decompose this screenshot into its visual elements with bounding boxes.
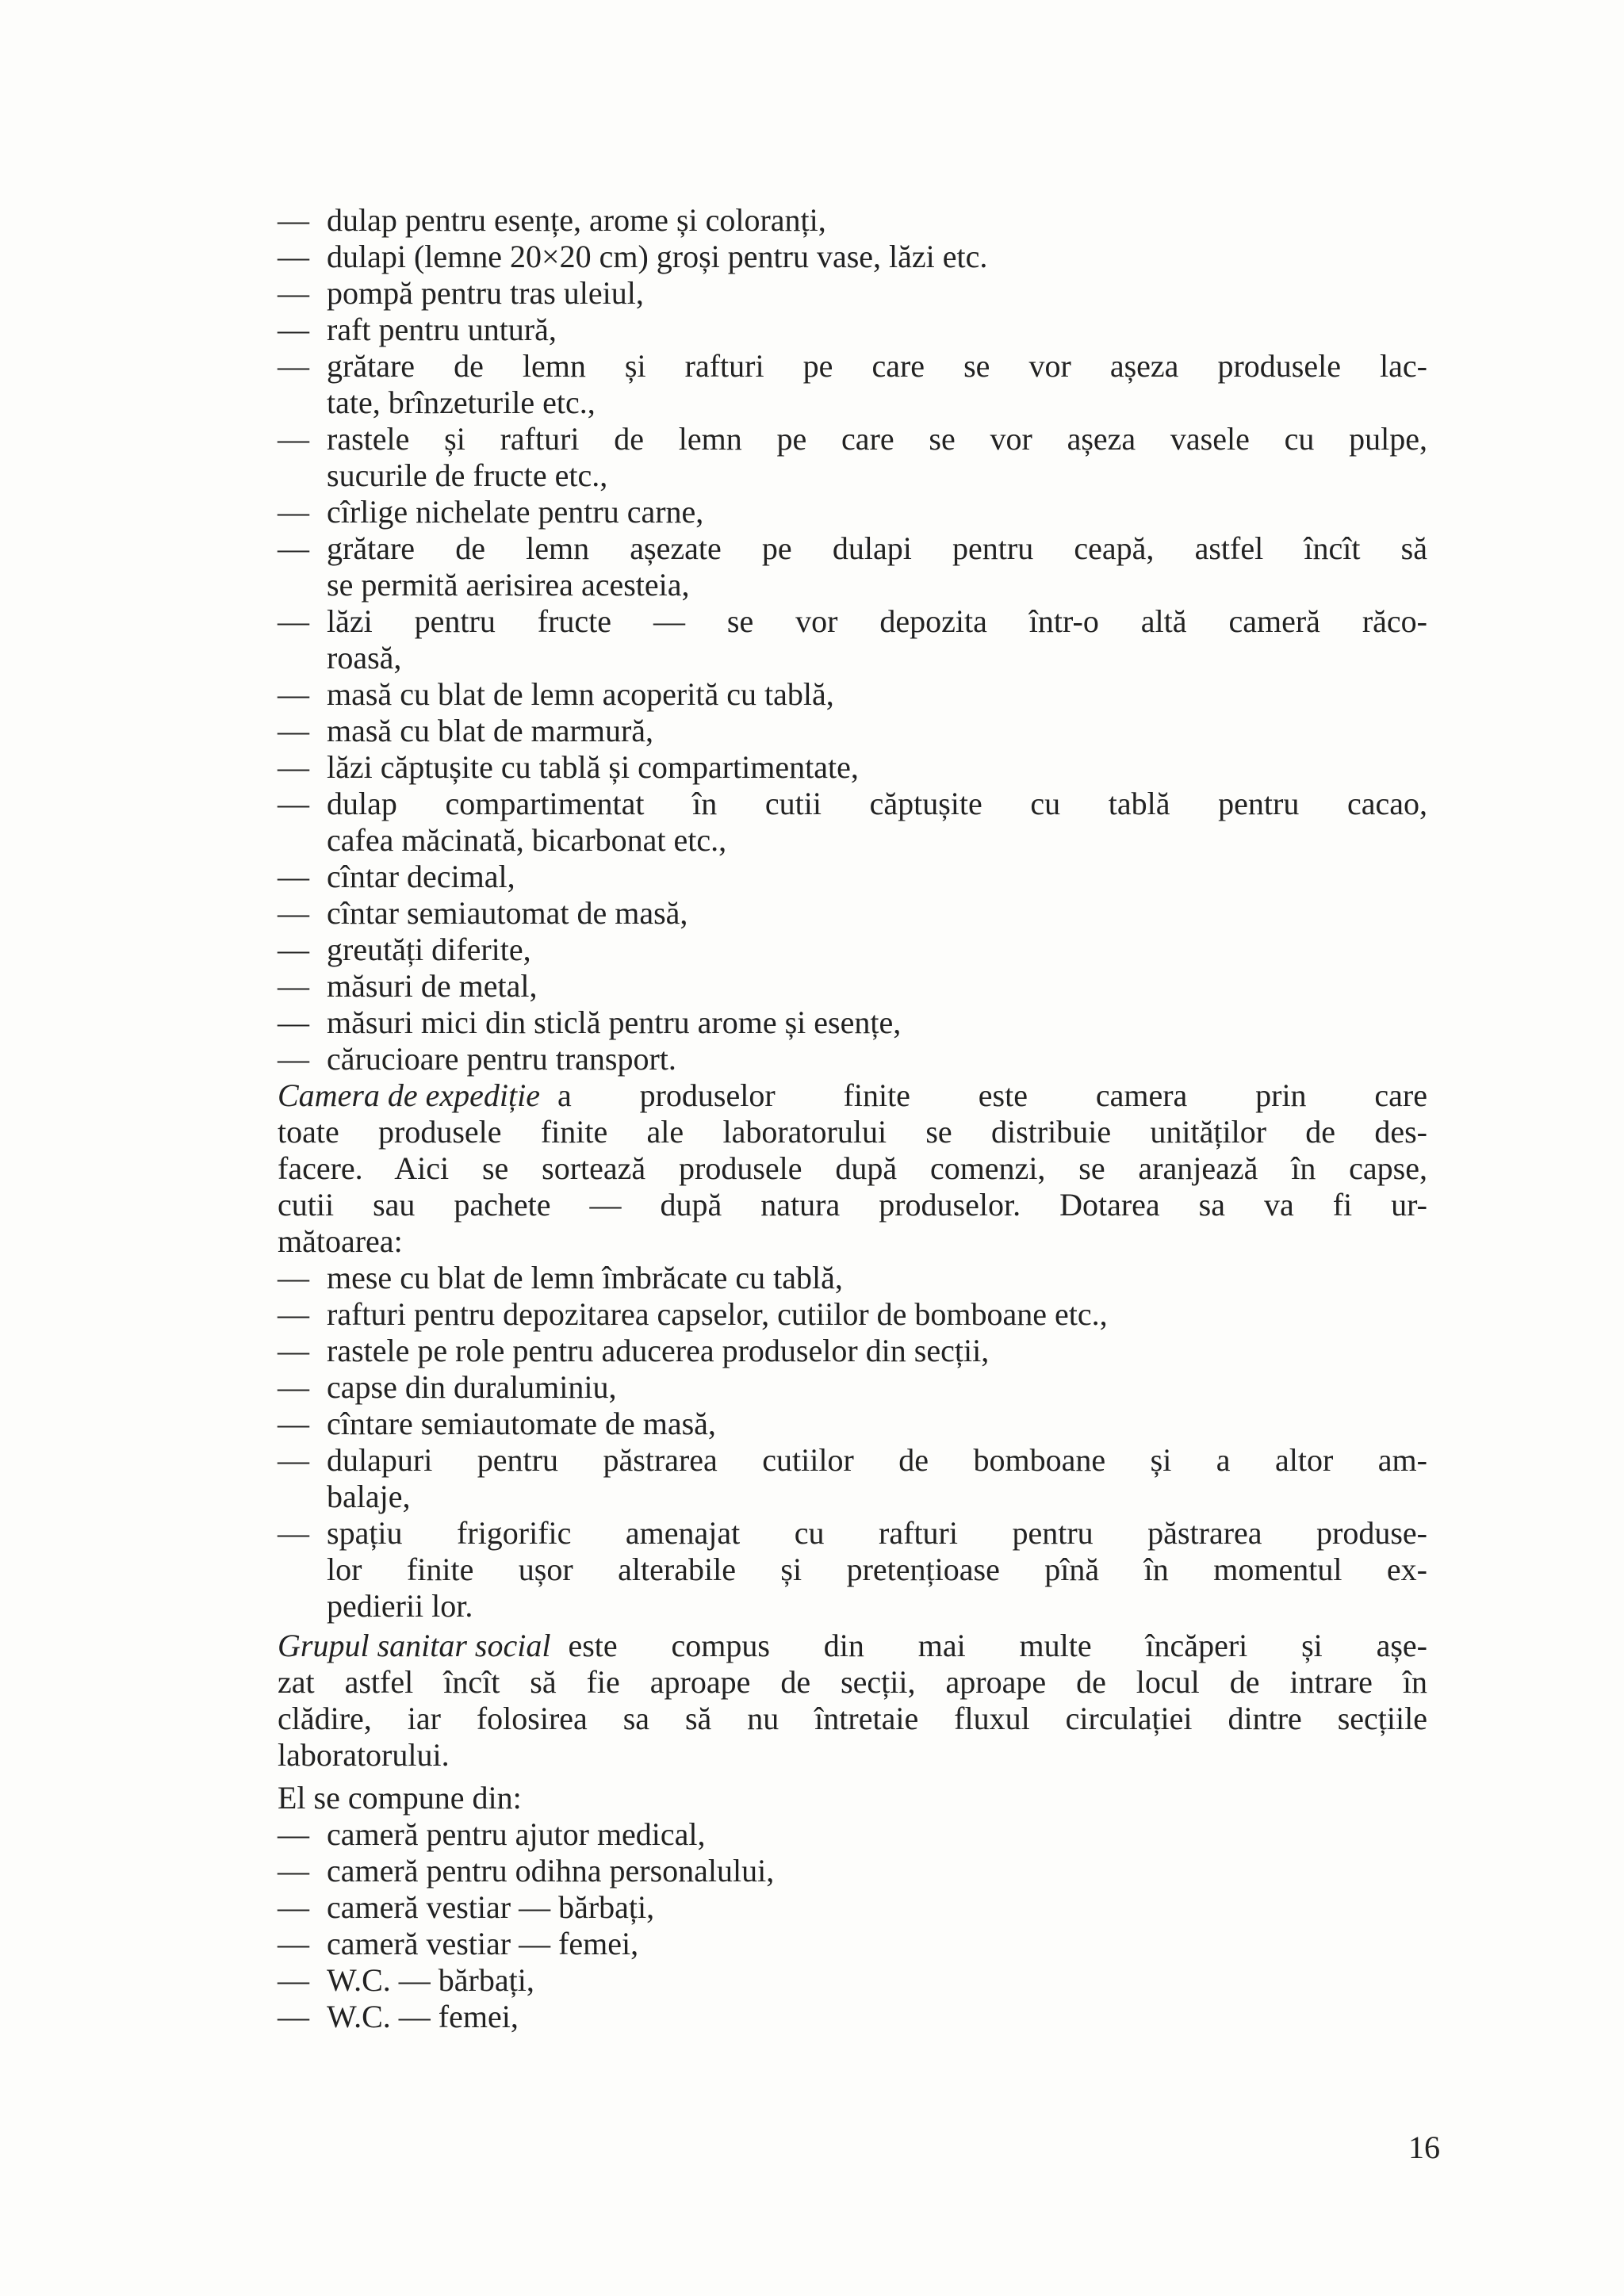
dash-marker: — [278, 1406, 309, 1441]
paragraph-line: zat astfel încît să fie aproape de secții, aproape de locul de intrare în [278, 1664, 1427, 1700]
dash-marker: — [278, 1889, 309, 1925]
dash-marker: — [278, 202, 309, 238]
paragraph-line: mătoarea: [278, 1223, 403, 1259]
paragraph-line: clădire, iar folosirea sa să nu întretaie fluxul circulației dintre secțiile [278, 1701, 1427, 1736]
paragraph-first-line [278, 1077, 1427, 1114]
dash-marker: — [278, 1004, 309, 1040]
dash-marker: — [278, 1816, 309, 1852]
paragraph-line: El se compune din: [278, 1780, 522, 1816]
list-item-text: cameră pentru odihna personalului, [327, 1853, 775, 1888]
paragraph-lead-italic: Grupul sanitar social [278, 1628, 551, 1663]
dash-marker: — [278, 968, 309, 1004]
dash-marker: — [278, 494, 309, 530]
dash-marker: — [278, 1369, 309, 1405]
list-item-text: lăzi căptușite cu tablă și compartimentate, [327, 749, 859, 785]
list-item-text: pompă pentru tras uleiul, [327, 275, 644, 311]
list-item-continuation: sucurile de fructe etc., [327, 457, 608, 493]
list-item-continuation: se permită aerisirea acesteia, [327, 567, 690, 603]
paragraph-first-line [278, 1628, 1427, 1664]
list-item-text: dulap compartimentat în cutii căptușite cu tablă pentru cacao, [327, 786, 1427, 821]
dash-marker: — [278, 1853, 309, 1888]
list-item-text: cameră vestiar — femei, [327, 1926, 639, 1961]
dash-marker: — [278, 348, 309, 384]
dash-marker: — [278, 1999, 309, 2034]
list-item-text: grătare de lemn așezate pe dulapi pentru ceapă, astfel încît să [327, 530, 1427, 566]
dash-marker: — [278, 530, 309, 566]
list-item-text: raft pentru untură, [327, 312, 557, 347]
list-item-continuation: lor finite ușor alterabile și pretențioase pînă în momentul ex- [327, 1552, 1427, 1587]
dash-marker: — [278, 603, 309, 639]
dash-marker: — [278, 239, 309, 274]
dash-marker: — [278, 749, 309, 785]
list-item-text: masă cu blat de marmură, [327, 713, 654, 748]
dash-marker: — [278, 1296, 309, 1332]
list-item-text: masă cu blat de lemn acoperită cu tablă, [327, 676, 834, 712]
list-item-text: mese cu blat de lemn îmbrăcate cu tablă, [327, 1260, 843, 1295]
dash-marker: — [278, 713, 309, 748]
list-item-text: dulap pentru esențe, arome și coloranți, [327, 202, 826, 238]
list-item-text: W.C. — femei, [327, 1999, 519, 2034]
dash-marker: — [278, 676, 309, 712]
list-item-text: capse din duraluminiu, [327, 1369, 617, 1405]
page-number: 16 [1408, 2130, 1440, 2165]
dash-marker: — [278, 1442, 309, 1478]
list-item-text: rafturi pentru depozitarea capselor, cutiilor de bomboane etc., [327, 1296, 1108, 1332]
dash-marker: — [278, 275, 309, 311]
list-item-text: cameră pentru ajutor medical, [327, 1816, 706, 1852]
paragraph-line: laboratorului. [278, 1737, 450, 1773]
list-item-text: dulapuri pentru păstrarea cutiilor de bomboane și a altor am- [327, 1442, 1427, 1478]
list-item-continuation: cafea măcinată, bicarbonat etc., [327, 822, 727, 858]
list-item-text: cîrlige nichelate pentru carne, [327, 494, 704, 530]
dash-marker: — [278, 786, 309, 821]
dash-marker: — [278, 312, 309, 347]
list-item-text: greutăți diferite, [327, 932, 531, 967]
paragraph-line: a produselor finite este camera prin care [557, 1077, 1427, 1113]
paragraph-line: facere. Aici se sortează produsele după comenzi, se aranjează în capse, [278, 1150, 1427, 1186]
list-item-text: cîntar decimal, [327, 859, 515, 894]
paragraph-line: toate produsele finite ale laboratorului se distribuie unităților de des- [278, 1114, 1427, 1150]
list-item-text: dulapi (lemne 20×20 cm) groși pentru vase, lăzi etc. [327, 239, 988, 274]
list-item-continuation: pedierii lor. [327, 1588, 473, 1624]
list-item-text: grătare de lemn și rafturi pe care se vor așeza produsele lac- [327, 348, 1427, 384]
list-item-continuation: tate, brînzeturile etc., [327, 385, 596, 420]
list-item-text: cîntare semiautomate de masă, [327, 1406, 716, 1441]
list-item-text: cărucioare pentru transport. [327, 1041, 676, 1077]
list-item-text: măsuri de metal, [327, 968, 538, 1004]
dash-marker: — [278, 1926, 309, 1961]
list-item-text: cîntar semiautomat de masă, [327, 895, 688, 931]
dash-marker: — [278, 1041, 309, 1077]
paragraph-lead-italic: Camera de expediție [278, 1077, 540, 1113]
dash-marker: — [278, 1515, 309, 1551]
dash-marker: — [278, 895, 309, 931]
list-item-text: măsuri mici din sticlă pentru arome și esențe, [327, 1004, 902, 1040]
paragraph-line: cutii sau pachete — după natura produselor. Dotarea sa va fi ur- [278, 1187, 1427, 1223]
list-item-text: lăzi pentru fructe — se vor depozita într-o altă cameră răco- [327, 603, 1427, 639]
list-item-text: cameră vestiar — bărbați, [327, 1889, 655, 1925]
dash-marker: — [278, 1260, 309, 1295]
list-item-text: W.C. — bărbați, [327, 1962, 534, 1998]
dash-marker: — [278, 421, 309, 457]
dash-marker: — [278, 932, 309, 967]
dash-marker: — [278, 1962, 309, 1998]
list-item-continuation: balaje, [327, 1479, 411, 1514]
dash-marker: — [278, 859, 309, 894]
dash-marker: — [278, 1333, 309, 1368]
list-item-text: spațiu frigorific amenajat cu rafturi pentru păstrarea produse- [327, 1515, 1427, 1551]
list-item-text: rastele și rafturi de lemn pe care se vor așeza vasele cu pulpe, [327, 421, 1427, 457]
paragraph-line: este compus din mai multe încăperi și așe- [568, 1628, 1427, 1663]
list-item-continuation: roasă, [327, 640, 402, 675]
list-item-text: rastele pe role pentru aducerea produselor din secții, [327, 1333, 990, 1368]
